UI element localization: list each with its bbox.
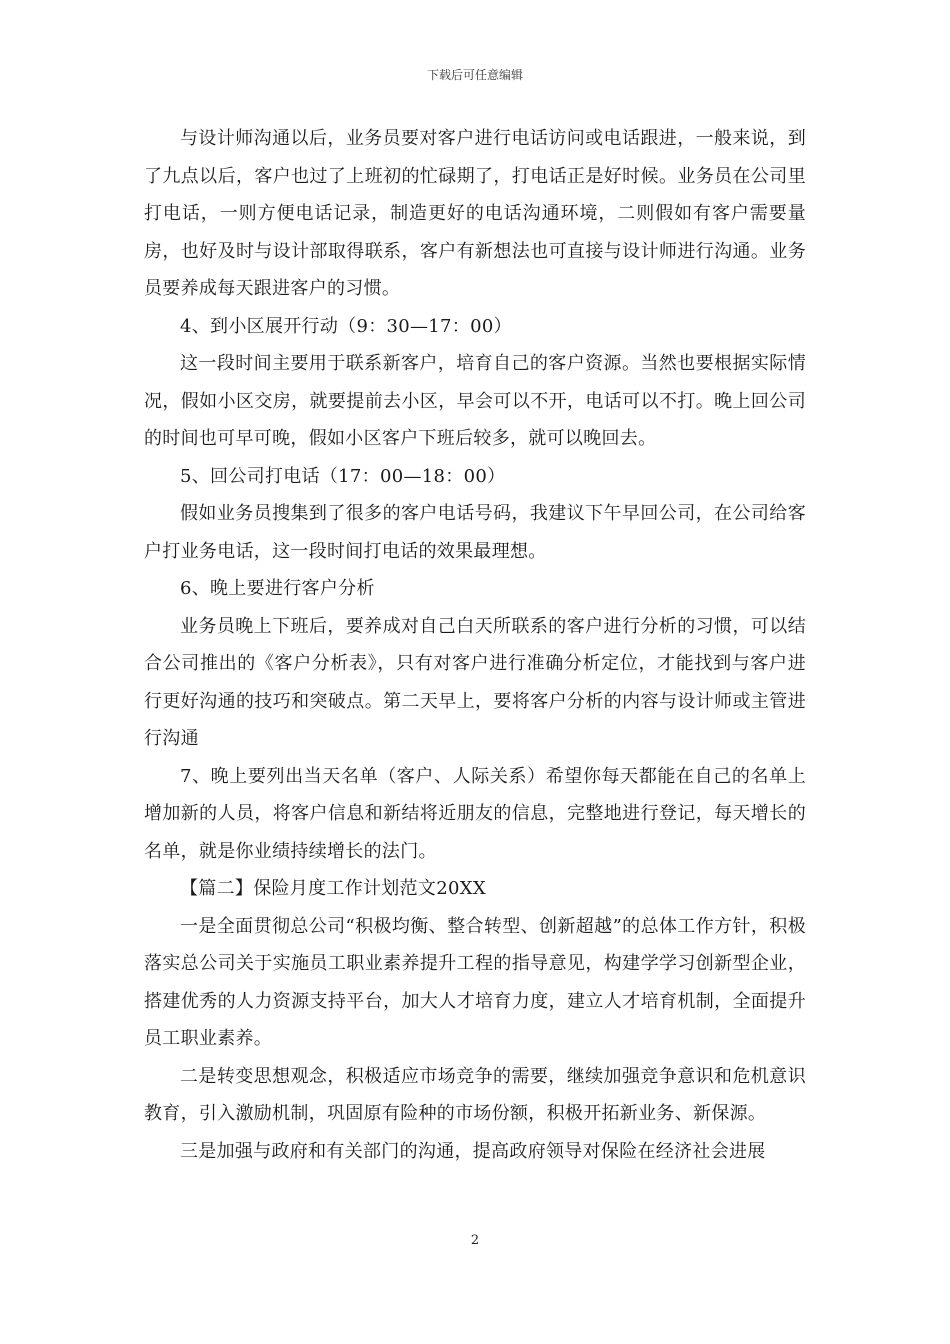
paragraph-community-action: 这一段时间主要用于联系新客户，培育自己的客户资源。当然也要根据实际情况，假如小区交房，就要提前去小区，早会可以不开，电话可以不打。晚上回公司的时间也可早可晚，假如小区客户下班后较多，就可以晚回去。 [144,353,806,449]
heading-item-4: 4、到小区展开行动（9：30—17：00） [180,315,512,337]
page-header-note: 下载后可任意编辑 [426,68,523,82]
section-heading-part-two: 【篇二】保险月度工作计划范文20XX [180,878,486,899]
heading-item-6: 6、晚上要进行客户分析 [180,578,375,599]
paragraph-point-two: 二是转变思想观念，积极适应市场竞争的需要，继续加强竞争意识和危机意识教育，引入激励机制，巩固原有险种的市场份额，积极开拓新业务、新保源。 [144,1065,806,1124]
paragraph-designer-communication: 与设计师沟通以后，业务员要对客户进行电话访问或电话跟进，一般来说，到了九点以后，客户也过了上班初的忙碌期了，打电话正是好时候。业务员在公司里打电话，一则方便电话记录，制造更好的电话沟通环境，二则假如有客户需要量房，也好及时与设计部取得联系，客户有新想法也可直接与设计师进行沟通。业务员要养成每天跟进客户的习惯。 [144,128,806,299]
paragraph-point-one: 一是全面贯彻总公司“积极均衡、整合转型、创新超越”的总体工作方针，积极落实总公司关于实施员工职业素养提升工程的指导意见，构建学学习创新型企业，搭建优秀的人力资源支持平台，加大人才培育力度，建立人才培育机制，全面提升员工职业素养。 [144,915,806,1049]
heading-item-5: 5、回公司打电话（17：00—18：00） [180,465,506,487]
page-number: 2 [470,1233,480,1248]
document-body [144,120,806,1170]
paragraph-phone-calls: 假如业务员搜集到了很多的客户电话号码，我建议下午早回公司，在公司给客户打业务电话，这一段时间打电话的效果最理想。 [144,503,806,562]
paragraph-customer-analysis: 业务员晚上下班后，要养成对自己白天所联系的客户进行分析的习惯，可以结合公司推出的《客户分析表》，只有对客户进行准确分析定位，才能找到与客户进行更好沟通的技巧和突破点。第二天早上，要将客户分析的内容与设计师或主管进行沟通 [144,615,806,749]
paragraph-item-7-name-list: 7、晚上要列出当天名单（客户、人际关系）希望你每天都能在自己的名单上增加新的人员，将客户信息和新结将近朋友的信息，完整地进行登记，每天增长的名单，就是你业绩持续增长的法门。 [144,765,806,862]
paragraph-point-three: 三是加强与政府和有关部门的沟通，提高政府领导对保险在经济社会进展 [180,1140,766,1162]
